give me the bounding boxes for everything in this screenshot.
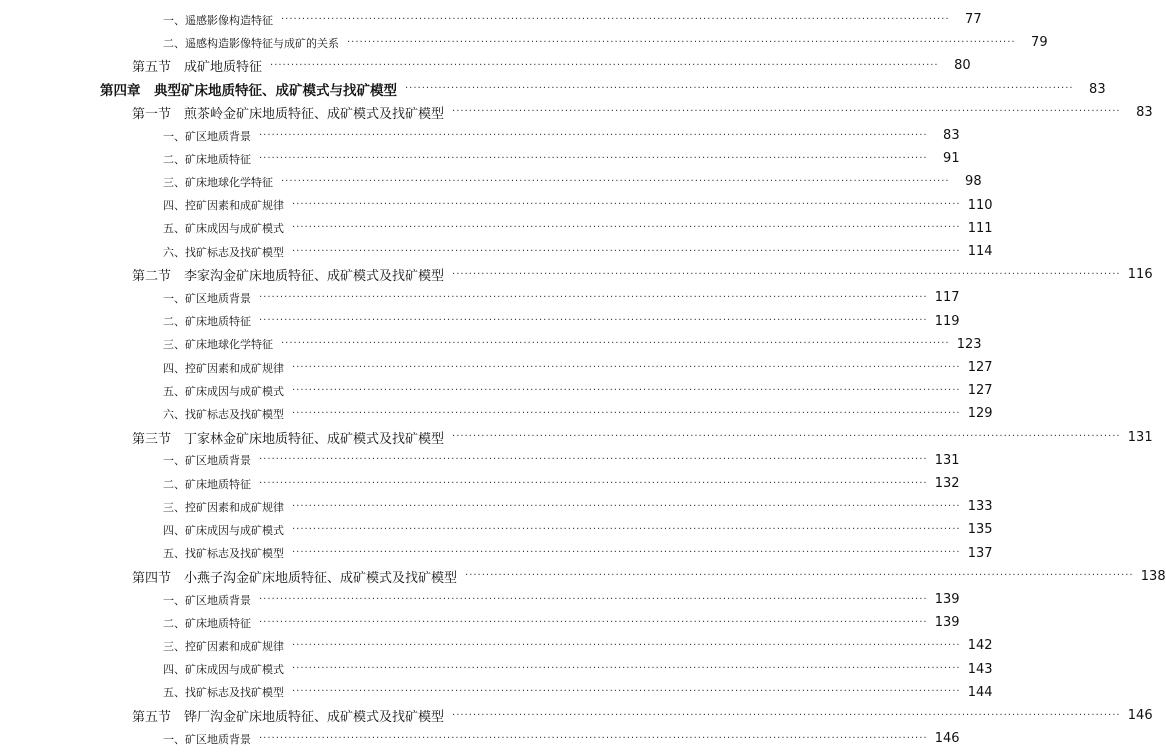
toc-entry-item <box>0 8 982 31</box>
dot-leader: ································································································································································ <box>405 83 1074 95</box>
toc-entry-page-number: 116 <box>1127 267 1153 283</box>
toc-entry-page-number: 77 <box>965 12 982 27</box>
toc-entry-title: 第五节 成矿地质特征 <box>132 60 263 76</box>
toc-entry-title: 一、遥感影像构造特征 <box>163 13 273 27</box>
toc-entry-page-number: 139 <box>934 615 960 631</box>
dot-leader: ································································································································································ <box>259 152 928 164</box>
toc-entry-page-number: 83 <box>1089 81 1106 97</box>
toc-entry-title: 三、矿床地球化学特征 <box>163 175 273 189</box>
toc-entry-title: 第一节 煎茶岭金矿床地质特征、成矿模式及找矿模型 <box>132 106 445 122</box>
toc-entry-title: 三、控矿因素和成矿规律 <box>163 500 284 514</box>
toc-entry-section <box>0 704 1153 727</box>
toc-entry-page-number: 119 <box>934 313 960 329</box>
toc-entry-title: 六、找矿标志及找矿模型 <box>163 407 284 421</box>
dot-leader: ································································································································································ <box>259 454 928 466</box>
toc-entry-item <box>0 542 993 565</box>
toc-entry-page-number: 111 <box>967 220 993 236</box>
toc-entry-section <box>0 54 971 77</box>
dot-leader: ································································································································································ <box>259 291 928 303</box>
dot-leader: ································································································································································ <box>292 222 961 234</box>
toc-entry-page-number: 142 <box>967 638 993 654</box>
dot-leader: ································································································································································ <box>292 639 961 651</box>
dot-leader: ································································································································································ <box>292 663 961 675</box>
dot-leader: ································································································································································ <box>292 407 961 419</box>
toc-entry-section <box>0 426 1153 449</box>
dot-leader: ································································································································································ <box>292 523 961 535</box>
dot-leader: ································································································································································ <box>270 59 939 71</box>
toc-entry-section <box>0 263 1153 286</box>
dot-leader: ································································································································································ <box>259 593 928 605</box>
dot-leader: ································································································································································ <box>259 616 928 628</box>
dot-leader: ································································································································································ <box>347 36 1016 48</box>
toc-entry-item <box>0 681 993 704</box>
toc-entry-item <box>0 727 960 750</box>
toc-entry-title: 三、矿床地球化学特征 <box>163 338 273 352</box>
dot-leader: ································································································································································ <box>292 500 961 512</box>
toc-entry-item <box>0 634 993 657</box>
toc-entry-page-number: 139 <box>934 592 960 607</box>
toc-entry-title: 三、控矿因素和成矿规律 <box>163 639 284 653</box>
toc-entry-title: 第二节 李家沟金矿床地质特征、成矿模式及找矿模型 <box>132 269 445 285</box>
toc-entry-title: 一、矿区地质背景 <box>163 732 251 746</box>
dot-leader: ································································································································································ <box>259 129 928 141</box>
toc-entry-page-number: 117 <box>934 290 960 306</box>
toc-entry-page-number: 135 <box>967 522 993 538</box>
toc-entry-item <box>0 379 993 402</box>
toc-entry-page-number: 127 <box>967 360 993 375</box>
toc-entry-page-number: 123 <box>956 336 982 352</box>
toc-entry-title: 一、矿区地质背景 <box>163 291 251 305</box>
toc-entry-title: 五、找矿标志及找矿模型 <box>163 686 284 700</box>
toc-entry-page-number: 83 <box>1136 104 1153 120</box>
toc-entry-item <box>0 611 960 634</box>
toc-entry-page-number: 138 <box>1140 568 1166 584</box>
toc-entry-page-number: 110 <box>967 197 993 213</box>
dot-leader: ································································································································································ <box>259 732 928 744</box>
dot-leader: ································································································································································ <box>281 338 950 350</box>
toc-entry-page-number: 133 <box>967 499 993 515</box>
dot-leader: ································································································································································ <box>452 709 1121 721</box>
toc-entry-page-number: 79 <box>1031 35 1048 51</box>
toc-entry-page-number: 144 <box>967 684 993 700</box>
toc-entry-page-number: 132 <box>934 476 960 491</box>
toc-entry-item <box>0 495 993 518</box>
dot-leader: ································································································································································ <box>465 570 1134 582</box>
toc-entry-title: 二、遥感构造影像特征与成矿的关系 <box>163 36 339 50</box>
toc-entry-item <box>0 472 960 495</box>
toc-entry-item <box>0 194 993 217</box>
toc-entry-page-number: 80 <box>954 58 971 74</box>
toc-entry-title: 二、矿床地质特征 <box>163 152 251 166</box>
toc-entry-item <box>0 147 960 170</box>
toc-entry-item <box>0 286 960 309</box>
dot-leader: ································································································································································ <box>452 268 1121 280</box>
dot-leader: ································································································································································ <box>292 384 961 396</box>
toc-entry-item <box>0 170 982 193</box>
toc-entry-title: 二、矿床地质特征 <box>163 616 251 630</box>
toc-entry-item <box>0 356 993 379</box>
toc-entry-item <box>0 518 993 541</box>
toc-entry-item <box>0 588 960 611</box>
toc-entry-title: 第五节 铧厂沟金矿床地质特征、成矿模式及找矿模型 <box>132 710 445 725</box>
toc-entry-title: 四、矿床成因与成矿模式 <box>163 523 284 537</box>
dot-leader: ································································································································································ <box>292 547 961 559</box>
dot-leader: ································································································································································ <box>281 13 950 25</box>
dot-leader: ································································································································································ <box>292 245 961 257</box>
dot-leader: ································································································································································ <box>259 315 928 327</box>
toc-entry-page-number: 131 <box>1127 429 1153 445</box>
toc-entry-title: 二、矿床地质特征 <box>163 315 251 329</box>
toc-entry-item <box>0 449 960 472</box>
toc-entry-page-number: 114 <box>967 244 993 259</box>
toc-entry-title: 四、控矿因素和成矿规律 <box>163 361 284 375</box>
toc-entry-title: 一、矿区地质背景 <box>163 454 251 468</box>
dot-leader: ································································································································································ <box>292 686 961 698</box>
toc-entry-page-number: 137 <box>967 545 993 561</box>
toc-entry-item <box>0 217 993 240</box>
toc-entry-item <box>0 31 1048 54</box>
toc-entry-title: 第三节 丁家林金矿床地质特征、成矿模式及找矿模型 <box>132 431 445 447</box>
dot-leader: ································································································································································ <box>281 175 950 187</box>
toc-entry-title: 五、找矿标志及找矿模型 <box>163 547 284 561</box>
dot-leader: ································································································································································ <box>259 477 928 489</box>
toc-entry-section <box>0 565 1166 588</box>
toc-entry-page-number: 98 <box>965 174 982 190</box>
toc-entry-title: 四、矿床成因与成矿模式 <box>163 663 284 677</box>
toc-entry-item <box>0 124 960 147</box>
dot-leader: ································································································································································ <box>452 431 1121 443</box>
toc-entry-page-number: 127 <box>967 383 993 399</box>
toc-entry-title: 六、找矿标志及找矿模型 <box>163 245 284 259</box>
toc-entry-chapter <box>0 78 1106 101</box>
toc-entry-item <box>0 658 993 681</box>
toc-entry-title: 第四节 小燕子沟金矿床地质特征、成矿模式及找矿模型 <box>132 570 458 586</box>
dot-leader: ································································································································································ <box>292 199 961 211</box>
toc-entry-item <box>0 310 960 333</box>
toc-entry-page-number: 131 <box>934 452 960 468</box>
toc-entry-page-number: 143 <box>967 661 993 677</box>
toc-entry-title: 五、矿床成因与成矿模式 <box>163 384 284 398</box>
toc-entry-item <box>0 333 982 356</box>
toc-entry-item <box>0 402 993 425</box>
toc-entry-title: 四、控矿因素和成矿规律 <box>163 199 284 213</box>
toc-entry-page-number: 83 <box>943 128 960 143</box>
toc-entry-section <box>0 101 1153 124</box>
toc-entry-item <box>0 240 993 263</box>
toc-entry-title: 二、矿床地质特征 <box>163 477 251 491</box>
toc-entry-page-number: 146 <box>1127 708 1153 723</box>
toc-entry-title: 一、矿区地质背景 <box>163 129 251 143</box>
toc-entry-title: 第四章 典型矿床地质特征、成矿模式与找矿模型 <box>100 83 397 100</box>
dot-leader: ································································································································································ <box>452 106 1121 118</box>
toc-entry-page-number: 91 <box>943 151 960 167</box>
toc-entry-page-number: 129 <box>967 406 993 422</box>
toc-entry-page-number: 146 <box>934 731 960 747</box>
toc-entry-title: 一、矿区地质背景 <box>163 593 251 607</box>
toc-entry-title: 五、矿床成因与成矿模式 <box>163 222 284 236</box>
dot-leader: ································································································································································ <box>292 361 961 373</box>
